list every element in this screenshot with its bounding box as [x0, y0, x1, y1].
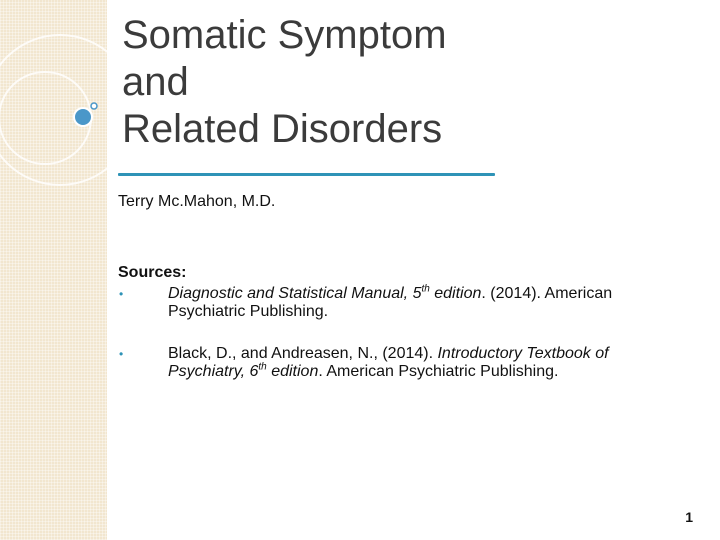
slide-title [122, 12, 522, 153]
source-citation: . American Psychiatric Publishing. [318, 363, 559, 380]
title-underline [118, 173, 495, 176]
sources-section [118, 264, 688, 381]
decorative-circles [0, 0, 140, 200]
source-citation: . (2014). American Psychiatric Publishing. [168, 285, 613, 320]
decor-dot-small [91, 103, 97, 109]
source-item [118, 345, 688, 381]
bullet-icon: • [119, 287, 124, 301]
decor-dot-large [74, 108, 92, 126]
source-item [118, 285, 688, 321]
author-name: Terry Mc.Mahon, M.D. [118, 193, 276, 210]
title-line: Somatic Symptom [122, 13, 447, 57]
bullet-icon: • [119, 347, 124, 361]
source-authors: Black, D., and Andreasen, N., (2014). [168, 345, 438, 362]
title-line: and [122, 60, 189, 104]
source-title: Introductory Textbook of Psychiatry, 6th edition [168, 345, 609, 380]
title-line: Related Disorders [122, 107, 443, 151]
page-number: 1 [685, 509, 693, 525]
source-title: Diagnostic and Statistical Manual, 5th edition [168, 283, 482, 302]
decor-circle-large [0, 35, 135, 185]
sources-label: Sources: [118, 264, 187, 281]
